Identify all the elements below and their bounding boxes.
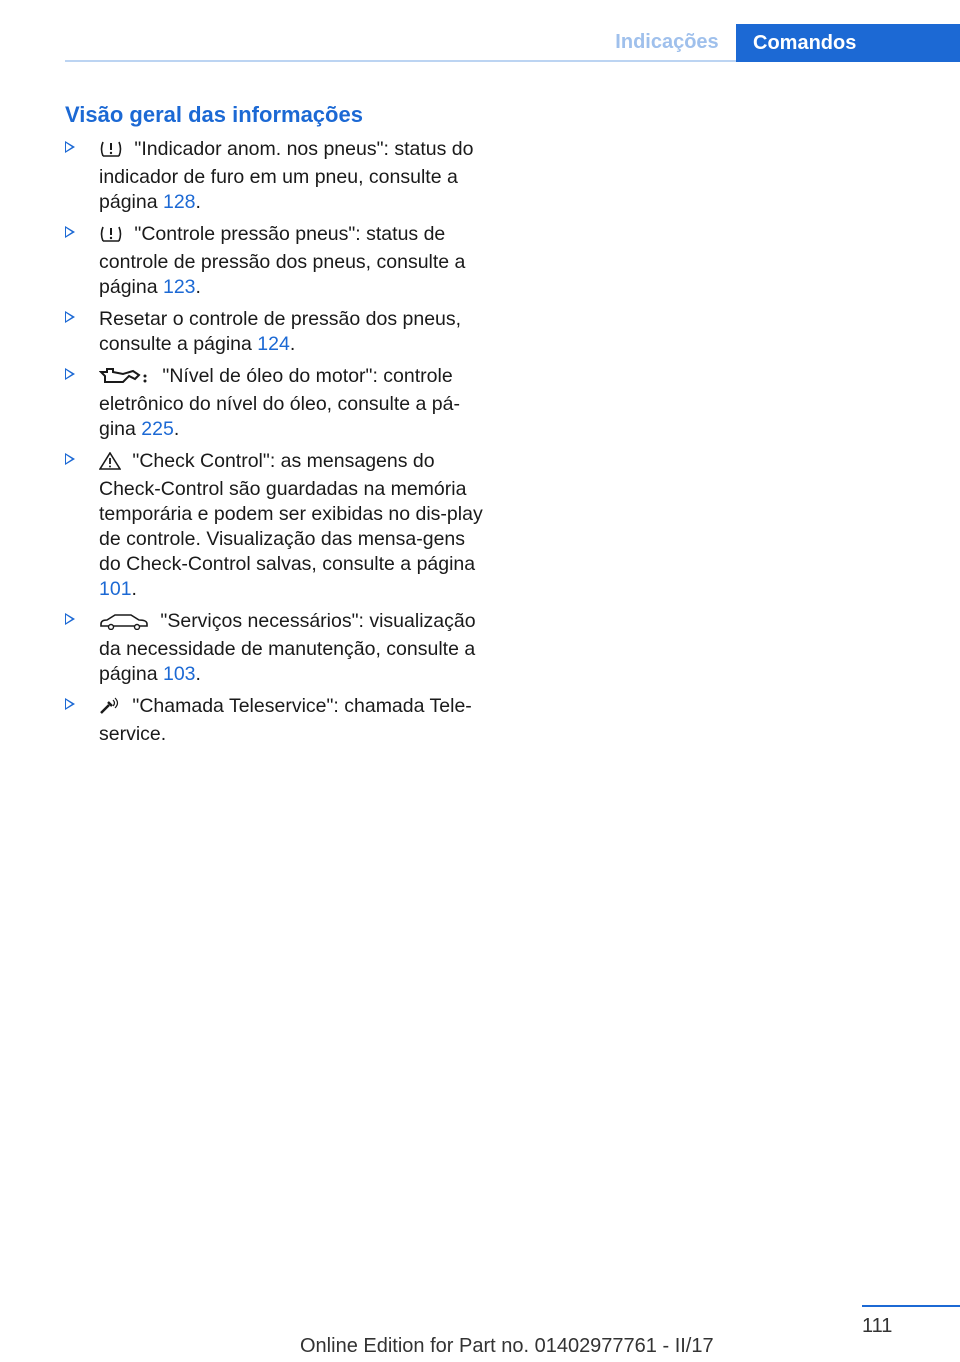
bullet-arrow-icon <box>65 141 75 153</box>
bullet-arrow-icon <box>65 698 75 710</box>
page-link[interactable]: 123 <box>162 276 196 298</box>
section-title: Visão geral das informações <box>65 102 363 127</box>
page-link[interactable]: 128 <box>162 191 196 213</box>
page-link[interactable]: 103 <box>162 663 196 685</box>
page-number: 111 <box>862 1315 893 1337</box>
tire-pressure-icon <box>99 225 123 250</box>
item-text: Resetar o controle de pressão dos pneus, consulte a página <box>99 308 462 355</box>
list-item: Resetar o controle de pressão dos pneus, consulte a página 124. <box>65 307 485 357</box>
item-text: "Serviços necessários": visualização da necessidade de manutenção, consulte a página <box>99 610 476 685</box>
list-item: "Serviços necessários": visualização da necessidade de manutenção, consulte a página 103. <box>65 609 485 687</box>
bullet-arrow-icon <box>65 226 75 238</box>
oil-can-icon <box>99 367 151 392</box>
item-text: "Controle pressão pneus": status de controle de pressão dos pneus, consulte a página <box>99 223 466 298</box>
list-item: "Nível de óleo do motor": controle eletrônico do nível do óleo, consulte a pá-gina 225. <box>65 364 485 442</box>
tab-comandos[interactable]: Comandos <box>736 24 960 62</box>
item-text: "Nível de óleo do motor": controle eletrônico do nível do óleo, consulte a pá-gina <box>99 365 460 440</box>
item-text: "Check Control": as mensagens do Check-Control são guardadas na memória temporária e podem ser exibidas no dis-play de controle. Visualização das mensa-gens do Check-Control salvas, consulte a página <box>99 450 483 575</box>
bullet-arrow-icon <box>65 613 75 625</box>
bullet-arrow-icon <box>65 453 75 465</box>
info-list <box>65 137 485 754</box>
item-text: "Indicador anom. nos pneus": status do indicador de furo em um pneu, consulte a página <box>99 138 474 213</box>
list-item: "Controle pressão pneus": status de controle de pressão dos pneus, consulte a página 123. <box>65 222 485 300</box>
page-link[interactable]: 101 <box>99 578 132 600</box>
list-item <box>65 694 485 747</box>
tire-warning-icon <box>99 140 123 165</box>
list-item: "Check Control": as mensagens do Check-Control são guardadas na memória temporária e podem ser exibidas no dis-play de controle. Visualização das mensa-gens do Check-Control salvas, consulte a página 101. <box>65 449 485 602</box>
page-link[interactable]: 124 <box>257 333 290 355</box>
car-service-icon <box>99 612 149 637</box>
list-item: "Indicador anom. nos pneus": status do indicador de furo em um pneu, consulte a página 128. <box>65 137 485 215</box>
page-link[interactable]: 225 <box>141 418 174 440</box>
wrench-call-icon <box>99 697 121 722</box>
bullet-arrow-icon <box>65 311 75 323</box>
tab-indicacoes[interactable]: Indicações <box>615 30 719 53</box>
warning-triangle-icon <box>99 452 121 477</box>
bullet-arrow-icon <box>65 368 75 380</box>
page-number-divider <box>862 1305 960 1307</box>
item-text: "Chamada Teleservice": chamada Tele-service. <box>99 695 472 745</box>
edition-footer: Online Edition for Part no. 01402977761 - II/17 <box>300 1335 714 1357</box>
